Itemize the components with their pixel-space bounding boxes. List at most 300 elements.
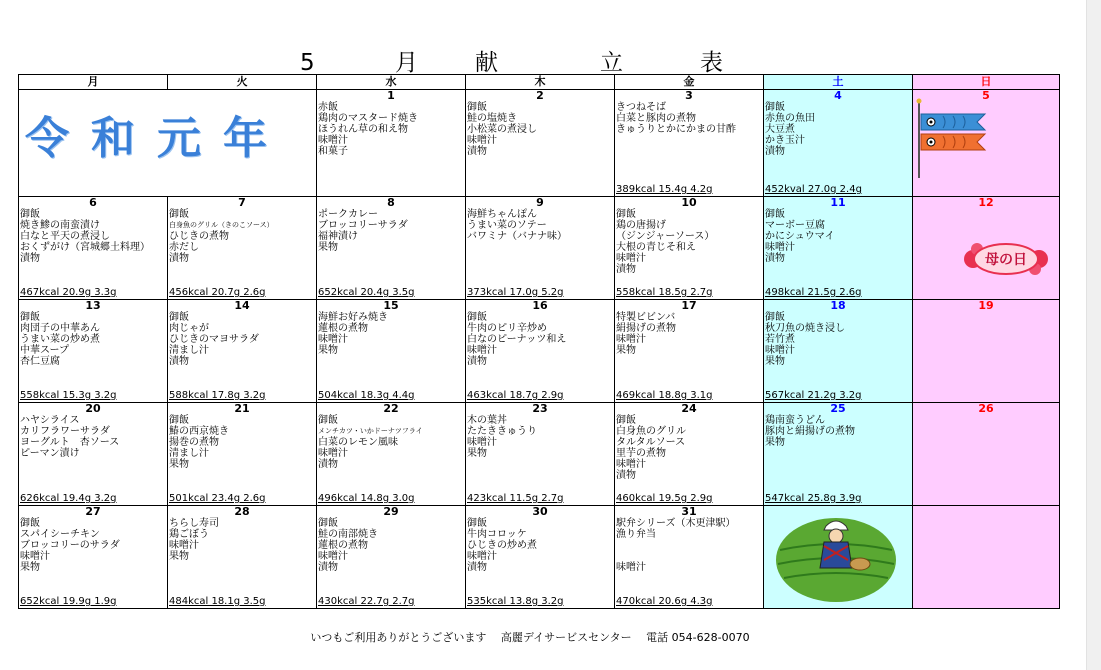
weekday-tue: 火 — [168, 75, 317, 90]
day-number: 13 — [85, 299, 101, 312]
nutrition-summary: 501kcal 23.4g 2.6g — [169, 493, 266, 504]
nutrition-summary: 423kcal 11.5g 2.7g — [467, 493, 564, 504]
tea-picker-illustration — [774, 510, 898, 604]
day-cell — [19, 506, 168, 609]
nutrition-summary: 463kcal 18.7g 2.9g — [467, 390, 564, 401]
menu-item: 蓮根の煮物 — [318, 323, 368, 334]
day-cell-content — [19, 197, 167, 299]
day-cell — [913, 197, 1060, 300]
day-cell-content — [615, 300, 763, 402]
menu-list — [317, 518, 465, 573]
nutrition-summary: 389kcal 15.4g 4.2g — [616, 184, 713, 195]
day-cell — [168, 403, 317, 506]
menu-item: 御飯 — [765, 102, 785, 113]
weekday-mon: 月 — [19, 75, 168, 90]
menu-item: ハヤシライス — [20, 415, 80, 426]
menu-item: ひじきの炒め煮 — [467, 540, 537, 551]
day-number: 1 — [387, 89, 395, 102]
footer-text: いつもご利用ありがとうございます 高麗デイサービスセンター 電話 054-628-0070 — [310, 631, 750, 644]
week-row — [19, 197, 1060, 300]
day-cell-content — [317, 506, 465, 608]
nutrition-summary: 567kcal 21.2g 3.2g — [765, 390, 862, 401]
menu-item: 味噌汁 — [318, 334, 348, 345]
menu-item: 鶏肉のマスタード焼き — [318, 113, 418, 124]
menu-item — [616, 540, 763, 551]
menu-item: 味噌汁 — [467, 437, 497, 448]
menu-item: 絹揚げの煮物 — [616, 323, 676, 334]
menu-item: 漬物 — [467, 146, 487, 157]
day-cell — [913, 403, 1060, 506]
day-cell — [615, 300, 764, 403]
week-row — [19, 90, 1060, 197]
day-number: 11 — [830, 196, 846, 209]
day-cell-content — [913, 197, 1059, 299]
menu-item: うまい菜の炒め煮 — [20, 334, 100, 345]
menu-list — [317, 102, 465, 157]
menu-item: 鰆の西京焼き — [169, 426, 229, 437]
menu-list — [615, 102, 763, 135]
menu-item: 白菜と豚肉の煮物 — [616, 113, 696, 124]
day-cell — [317, 197, 466, 300]
nutrition-summary: 470kcal 20.6g 4.3g — [616, 596, 713, 607]
day-cell — [764, 506, 913, 609]
day-number: 12 — [978, 196, 994, 209]
mothers-day-label: 母の日 — [985, 252, 1027, 268]
nutrition-summary: 652kcal 20.4g 3.5g — [318, 287, 415, 298]
menu-item: 味噌汁 — [20, 551, 50, 562]
menu-list — [168, 209, 316, 264]
nutrition-summary: 547kcal 25.8g 3.9g — [765, 493, 862, 504]
menu-list — [168, 312, 316, 367]
day-number: 28 — [234, 505, 250, 518]
day-number: 18 — [830, 299, 846, 312]
day-cell-content — [615, 90, 763, 196]
day-cell — [913, 300, 1060, 403]
day-cell — [764, 300, 913, 403]
day-number: 26 — [978, 402, 994, 415]
day-cell-content — [764, 403, 912, 505]
day-cell-content — [168, 403, 316, 505]
menu-calendar — [18, 74, 1060, 609]
day-cell-content — [764, 506, 912, 608]
day-cell-content — [466, 506, 614, 608]
menu-item: 鶏ごぼう — [169, 529, 209, 540]
day-cell — [615, 90, 764, 197]
menu-item: 味噌汁 — [318, 551, 348, 562]
menu-item: ひじきのマヨサラダ — [169, 334, 259, 345]
menu-list — [19, 518, 167, 573]
day-number: 23 — [532, 402, 548, 415]
day-number: 6 — [89, 196, 97, 209]
menu-item — [616, 551, 763, 562]
day-cell-content — [913, 90, 1059, 196]
menu-item: カリフラワーサラダ — [20, 426, 110, 437]
menu-item: 蓮根の煮物 — [318, 540, 368, 551]
day-cell — [615, 403, 764, 506]
menu-item: タルタルソース — [616, 437, 686, 448]
menu-item: 漬物 — [616, 264, 636, 275]
weekday-sat: 土 — [764, 75, 913, 90]
day-number: 20 — [85, 402, 101, 415]
menu-item: 味噌汁 — [616, 334, 646, 345]
nutrition-summary: 496kcal 14.8g 3.0g — [318, 493, 415, 504]
day-number: 8 — [387, 196, 395, 209]
menu-item: 御飯 — [467, 518, 487, 529]
day-cell-content — [168, 506, 316, 608]
menu-list — [764, 415, 912, 448]
reiwa-era-banner: 令和元年 — [25, 113, 289, 164]
menu-list — [615, 312, 763, 356]
menu-item: （ジンジャーソース） — [616, 231, 715, 242]
day-cell-content — [168, 197, 316, 299]
day-cell-content — [317, 90, 465, 196]
day-cell — [913, 506, 1060, 609]
day-cell-content — [317, 403, 465, 505]
menu-item: 杏仁豆腐 — [20, 356, 60, 367]
day-number: 3 — [685, 89, 693, 102]
day-number: 16 — [532, 299, 548, 312]
menu-item: ほうれん草の和え物 — [318, 124, 408, 135]
menu-item: ちらし寿司 — [169, 518, 219, 529]
day-number: 21 — [234, 402, 250, 415]
nutrition-summary: 469kcal 18.8g 3.1g — [616, 390, 713, 401]
day-cell-content — [19, 403, 167, 505]
menu-list — [466, 312, 614, 367]
nutrition-summary: 460kcal 19.5g 2.9g — [616, 493, 713, 504]
day-cell-content — [466, 197, 614, 299]
menu-item: 御飯 — [467, 102, 487, 113]
menu-item: 果物 — [765, 437, 785, 448]
day-cell — [19, 90, 317, 197]
day-cell-content — [764, 300, 912, 402]
menu-item: 御飯 — [169, 415, 189, 426]
menu-item: 果物 — [318, 242, 338, 253]
week-row — [19, 506, 1060, 609]
day-cell-content — [317, 300, 465, 402]
menu-item: 白身魚のグリル（きのこソース） — [169, 221, 274, 229]
menu-item: 果物 — [20, 562, 40, 573]
menu-item: 中華スープ — [20, 345, 69, 356]
vertical-scrollbar[interactable] — [1086, 0, 1101, 670]
day-cell — [19, 300, 168, 403]
menu-item: ヨーグルト 杏ソース — [20, 437, 120, 448]
menu-item: 御飯 — [20, 518, 40, 529]
menu-item: おくずがけ（宮城郷土料理） — [20, 242, 150, 253]
menu-item: 福神漬け — [318, 231, 358, 242]
menu-list — [466, 209, 614, 242]
menu-item: 大豆煮 — [765, 124, 795, 135]
menu-item: 味噌汁 — [616, 253, 646, 264]
day-cell-content — [466, 90, 614, 196]
menu-item: 鶏南蛮うどん — [765, 415, 825, 426]
nutrition-summary: 588kcal 17.8g 3.2g — [169, 390, 266, 401]
menu-item: 御飯 — [169, 312, 189, 323]
title-char: 献 — [475, 50, 498, 76]
menu-item: 鮭の南部焼き — [318, 529, 378, 540]
nutrition-summary: 373kcal 17.0g 5.2g — [467, 287, 564, 298]
menu-item: 鮭の塩焼き — [467, 113, 517, 124]
menu-item: 御飯 — [20, 312, 40, 323]
nutrition-summary: 652kcal 19.9g 1.9g — [20, 596, 117, 607]
day-number: 30 — [532, 505, 548, 518]
day-number: 17 — [681, 299, 697, 312]
menu-item: バワミナ（バナナ味） — [467, 231, 567, 242]
menu-list — [615, 209, 763, 275]
day-cell — [764, 403, 913, 506]
nutrition-summary: 504kcal 18.3g 4.4g — [318, 390, 415, 401]
day-number: 25 — [830, 402, 846, 415]
menu-item: 特製ビビンバ — [616, 312, 676, 323]
menu-item: 海鮮お好み焼き — [318, 312, 388, 323]
menu-item: 漬物 — [169, 253, 189, 264]
day-cell — [317, 300, 466, 403]
menu-list — [168, 415, 316, 470]
menu-item: 赤飯 — [318, 102, 338, 113]
day-number: 2 — [536, 89, 544, 102]
menu-item: 白なと平天の煮浸し — [20, 231, 110, 242]
day-cell-content — [913, 300, 1059, 402]
menu-item: 御飯 — [318, 415, 338, 426]
day-cell — [466, 403, 615, 506]
menu-item: 果物 — [467, 448, 487, 459]
menu-list — [615, 415, 763, 481]
day-cell — [913, 90, 1060, 197]
menu-item: 赤だし — [169, 242, 199, 253]
day-cell-content — [764, 197, 912, 299]
day-cell-content — [764, 90, 912, 196]
menu-item: 牛肉コロッケ — [467, 529, 527, 540]
nutrition-summary: 456kcal 20.7g 2.6g — [169, 287, 266, 298]
menu-item: 漬物 — [765, 253, 785, 264]
weekday-fri: 金 — [615, 75, 764, 90]
title-char: 月 — [395, 50, 418, 76]
menu-item: 御飯 — [318, 518, 338, 529]
menu-item: 漬物 — [467, 562, 487, 573]
day-number: 19 — [978, 299, 994, 312]
day-cell-content — [168, 300, 316, 402]
menu-item: 小松菜の煮浸し — [467, 124, 537, 135]
menu-item: きつねそば — [616, 102, 666, 113]
menu-item: 味噌汁 — [318, 448, 348, 459]
menu-item: 味噌汁 — [765, 242, 795, 253]
day-number: 5 — [982, 89, 990, 102]
title-char: 5 — [300, 50, 315, 76]
nutrition-summary: 626kcal 19.4g 3.2g — [20, 493, 117, 504]
menu-item: 漬物 — [765, 146, 785, 157]
day-cell-content — [19, 90, 316, 196]
menu-item: ブロッコリーサラダ — [318, 220, 408, 231]
day-number: 7 — [238, 196, 246, 209]
menu-item: 御飯 — [616, 415, 636, 426]
nutrition-summary: 484kcal 18.1g 3.5g — [169, 596, 266, 607]
nutrition-summary: 498kcal 21.5g 2.6g — [765, 287, 862, 298]
menu-list — [19, 209, 167, 264]
menu-item: 味噌汁 — [318, 135, 348, 146]
menu-item: かき玉汁 — [765, 135, 805, 146]
day-cell-content — [913, 403, 1059, 505]
menu-list — [317, 312, 465, 356]
nutrition-summary: 558kcal 18.5g 2.7g — [616, 287, 713, 298]
menu-item: 海鮮ちゃんぽん — [467, 209, 537, 220]
weekday-wed: 水 — [317, 75, 466, 90]
menu-item: 肉じゃが — [169, 323, 209, 334]
day-cell-content — [913, 506, 1059, 608]
menu-item: ピーマン漬け — [20, 448, 80, 459]
menu-list — [764, 102, 912, 157]
menu-item: 果物 — [169, 551, 189, 562]
menu-item: 果物 — [765, 356, 785, 367]
day-cell-content — [466, 300, 614, 402]
menu-list — [764, 312, 912, 367]
menu-list — [168, 518, 316, 562]
day-cell-content — [615, 506, 763, 608]
page-title — [300, 50, 760, 76]
title-char: 表 — [700, 50, 723, 76]
menu-item: ポークカレー — [318, 209, 378, 220]
menu-item: 鶏の唐揚げ — [616, 220, 666, 231]
title-char: 立 — [600, 50, 623, 76]
menu-item: 豚肉と絹揚げの煮物 — [765, 426, 855, 437]
menu-list — [466, 102, 614, 157]
menu-item: 牛肉のピリ辛炒め — [467, 323, 547, 334]
menu-list — [19, 415, 167, 459]
menu-list — [317, 209, 465, 253]
day-cell-content — [317, 197, 465, 299]
menu-item: 揚巻の煮物 — [169, 437, 219, 448]
day-number: 4 — [834, 89, 842, 102]
day-cell — [19, 403, 168, 506]
day-cell — [317, 90, 466, 197]
nutrition-summary: 467kcal 20.9g 3.3g — [20, 287, 117, 298]
nutrition-summary: 558kcal 15.3g 3.2g — [20, 390, 117, 401]
day-number: 10 — [681, 196, 697, 209]
menu-item: 漬物 — [616, 470, 636, 481]
day-cell — [466, 90, 615, 197]
day-cell — [466, 506, 615, 609]
day-cell — [615, 506, 764, 609]
menu-item: ひじきの煮物 — [169, 231, 229, 242]
menu-item: 白身魚のグリル — [616, 426, 686, 437]
week-row — [19, 403, 1060, 506]
day-number: 27 — [85, 505, 101, 518]
menu-item: 果物 — [169, 459, 189, 470]
day-cell — [19, 197, 168, 300]
day-cell — [317, 506, 466, 609]
menu-item: ブロッコリーのサラダ — [20, 540, 120, 551]
menu-item: 木の葉丼 — [467, 415, 507, 426]
mothers-day-badge — [963, 237, 1049, 281]
menu-item: 漬物 — [318, 459, 338, 470]
day-cell-content — [19, 506, 167, 608]
menu-item: 漬物 — [20, 253, 40, 264]
menu-item: 大根の青じそ和え — [616, 242, 696, 253]
nutrition-summary: 535kcal 13.8g 3.2g — [467, 596, 564, 607]
day-number: 24 — [681, 402, 697, 415]
menu-item: 白菜のレモン風味 — [318, 437, 398, 448]
day-cell-content — [615, 403, 763, 505]
day-cell — [466, 197, 615, 300]
menu-item: うまい菜のソテー — [467, 220, 547, 231]
menu-item: 味噌汁 — [169, 540, 199, 551]
day-cell — [168, 197, 317, 300]
day-number: 22 — [383, 402, 399, 415]
weekday-header-row — [19, 75, 1060, 90]
menu-item: 味噌汁 — [467, 345, 497, 356]
day-cell — [764, 90, 913, 197]
menu-item: 御飯 — [765, 312, 785, 323]
menu-item: 里芋の煮物 — [616, 448, 666, 459]
menu-item: 漬物 — [467, 356, 487, 367]
nutrition-summary: 452kval 27.0g 2.4g — [765, 184, 862, 195]
nutrition-summary: 430kcal 22.7g 2.7g — [318, 596, 415, 607]
menu-item: 御飯 — [20, 209, 40, 220]
menu-item: 若竹煮 — [765, 334, 795, 345]
menu-item: 漬物 — [169, 356, 189, 367]
day-cell — [317, 403, 466, 506]
menu-item: スパイシーチキン — [20, 529, 100, 540]
menu-item: 清まし汁 — [169, 345, 209, 356]
menu-list — [317, 415, 465, 470]
menu-item: 御飯 — [616, 209, 636, 220]
day-number: 14 — [234, 299, 250, 312]
menu-list — [615, 518, 763, 573]
menu-item: 和菓子 — [318, 146, 348, 157]
menu-item: 漬物 — [318, 562, 338, 573]
menu-list — [764, 209, 912, 264]
day-cell-content — [466, 403, 614, 505]
menu-item: 清まし汁 — [169, 448, 209, 459]
day-number: 29 — [383, 505, 399, 518]
menu-item: 焼き鯵の南蛮漬け — [20, 220, 100, 231]
day-cell-content — [615, 197, 763, 299]
day-number: 15 — [383, 299, 399, 312]
day-cell — [168, 300, 317, 403]
koinobori-icon — [913, 98, 993, 178]
menu-item: 駅弁シリーズ（木更津駅） — [616, 518, 736, 529]
menu-item: 味噌汁 — [467, 135, 497, 146]
menu-item: 漁り弁当 — [616, 529, 656, 540]
menu-item: 秋刀魚の焼き浸し — [765, 323, 845, 334]
menu-item: 果物 — [616, 345, 636, 356]
menu-list — [466, 518, 614, 573]
day-number: 9 — [536, 196, 544, 209]
menu-item: きゅうりとかにかまの甘酢 — [616, 124, 736, 135]
menu-list — [19, 312, 167, 367]
weekday-thu: 木 — [466, 75, 615, 90]
menu-item: 味噌汁 — [765, 345, 795, 356]
menu-item: 味噌汁 — [616, 562, 646, 573]
day-cell-content — [19, 300, 167, 402]
day-cell — [466, 300, 615, 403]
menu-item: 味噌汁 — [616, 459, 646, 470]
menu-item: 御飯 — [765, 209, 785, 220]
menu-item: 御飯 — [169, 209, 189, 220]
day-cell — [615, 197, 764, 300]
menu-item: マーボー豆腐 — [765, 220, 825, 231]
menu-item: メンチカツ・いかドーナツフライ — [318, 427, 423, 435]
menu-item: 白なのピーナッツ和え — [467, 334, 567, 345]
menu-item: 味噌汁 — [467, 551, 497, 562]
day-cell — [168, 506, 317, 609]
day-number: 31 — [681, 505, 697, 518]
menu-item: たたききゅうり — [467, 426, 537, 437]
menu-list — [466, 415, 614, 459]
menu-item: 肉団子の中華あん — [20, 323, 100, 334]
week-row — [19, 300, 1060, 403]
menu-item: 赤魚の魚田 — [765, 113, 815, 124]
menu-item: 果物 — [318, 345, 338, 356]
menu-item: 御飯 — [467, 312, 487, 323]
